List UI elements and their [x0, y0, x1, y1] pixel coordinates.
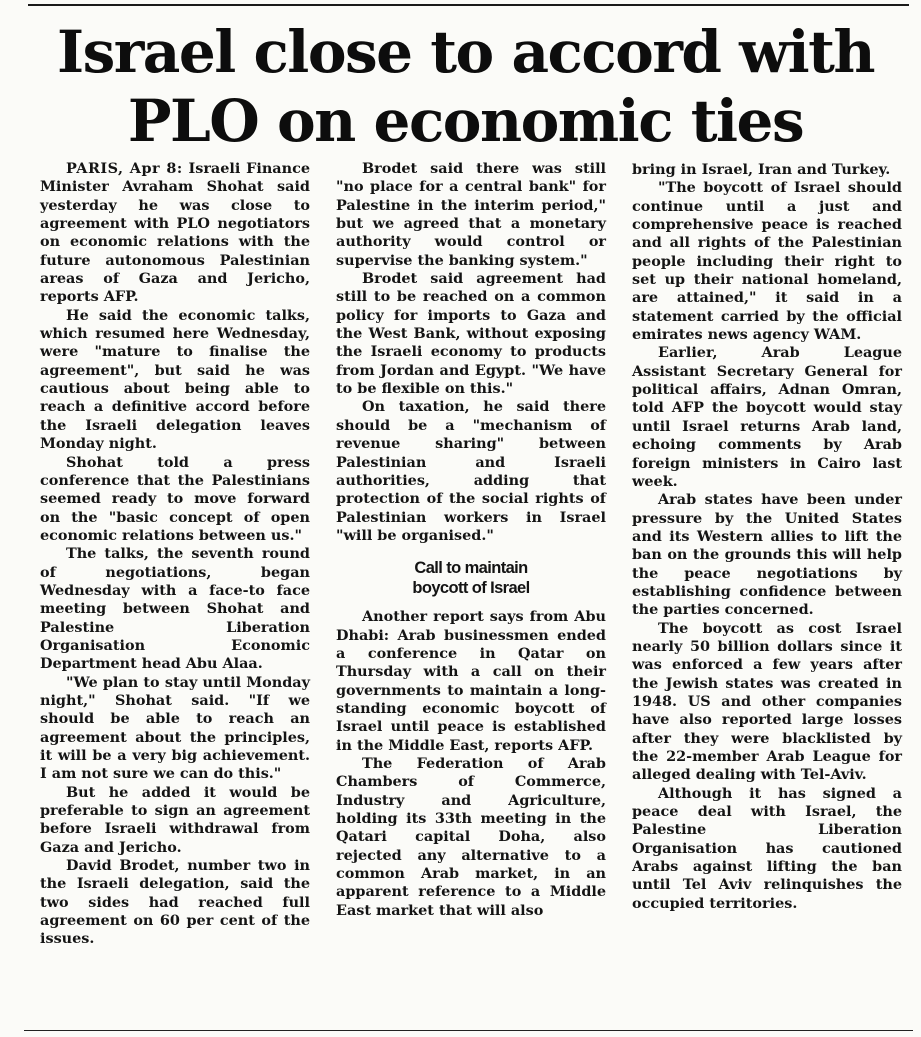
- dateline: PARIS, Apr 8:: [66, 160, 183, 177]
- paragraph: David Brodet, number two in the Israeli delegation, said the two sides had reached full agreement on 60 per cent of the issues.: [40, 857, 310, 948]
- article-column-1: [40, 160, 310, 949]
- headline-line-1: Israel close to accord with: [56, 18, 875, 86]
- article-column-3: [632, 161, 902, 913]
- subheading: [336, 558, 606, 598]
- subheading-line-2: boycott of Israel: [412, 579, 530, 598]
- article-column-2: [336, 160, 606, 920]
- paragraph: Although it has signed a peace deal with Israel, the Palestine Liberation Organisation has cautioned Arabs against lifting the ban until Tel Aviv relinquishes the occupied territories.: [632, 784, 902, 912]
- headline-line-2: PLO on economic ties: [127, 87, 804, 155]
- paragraph: "We plan to stay until Monday night," Shohat said. "If we should be able to reach an agreement about the principles, it will be a very big achievement. I am not sure we can do this.": [40, 673, 310, 783]
- paragraph: Another report says from Abu Dhabi: Arab businessmen ended a conference in Qatar on Thursday with a call on their governments to maintain a long-standing economic boycott of Israel until peace is established in the Middle East, reports AFP.: [336, 608, 606, 754]
- paragraph: "The boycott of Israel should continue until a just and comprehensive peace is reached and all rights of the Palestinian people including their right to set up their national homeland, are attained," it said in a statement carried by the official emirates news agency WAM.: [632, 179, 902, 344]
- paragraph: The talks, the seventh round of negotiations, began Wednesday with a face-to face meeting between Shohat and Palestine Liberation Organisation Economic Department head Abu Alaa.: [40, 545, 310, 673]
- paragraph-text: Israeli Finance Minister Avraham Shohat said yesterday he was close to agreement with PLO negotiators on economic relations with the future autonomous Palestinian areas of Gaza and Jericho, reports AFP.: [40, 160, 310, 306]
- paragraph: Brodet said agreement had still to be reached on a common policy for imports to Gaza and the West Bank, without exposing the Israeli economy to products from Jordan and Egypt. "We have to be flexible on this.": [336, 270, 606, 398]
- bottom-rule: [24, 1030, 913, 1031]
- paragraph: The boycott as cost Israel nearly 50 billion dollars since it was enforced a few years after the Jewish states was created in 1948. US and other companies have also reported large losses after they were blacklisted by the 22-member Arab League for alleged dealing with Tel-Aviv.: [632, 619, 902, 784]
- paragraph: But he added it would be preferable to sign an agreement before Israeli withdrawal from Gaza and Jericho.: [40, 783, 310, 856]
- headline: [20, 18, 911, 156]
- paragraph: Arab states have been under pressure by the United States and its Western allies to lift the ban on the grounds this will help the peace negotiations by establishing confidence between the parties concerned.: [632, 491, 902, 619]
- paragraph: Brodet said there was still "no place for a central bank" for Palestine in the interim period," but we agreed that a monetary authority would control or supervise the banking system.": [336, 160, 606, 269]
- paragraph: The Federation of Arab Chambers of Commerce, Industry and Agriculture, holding its 33th meeting in the Qatari capital Doha, also rejected any alternative to a common Arab market, in an apparent reference to a Middle East market that will also: [336, 754, 606, 919]
- subheading-line-1: Call to maintain: [414, 559, 528, 578]
- paragraph: [40, 160, 310, 307]
- paragraph: Shohat told a press conference that the Palestinians seemed ready to move forward on the "basic concept of open economic relations between us.": [40, 453, 310, 544]
- top-rule: [28, 4, 909, 6]
- paragraph-continued: bring in Israel, Iran and Turkey.: [632, 161, 891, 178]
- paragraph: Earlier, Arab League Assistant Secretary General for political affairs, Adnan Omran, told AFP the boycott would stay until Israel returns Arab land, echoing comments by Arab foreign ministers in Cairo last week.: [632, 344, 902, 490]
- paragraph: On taxation, he said there should be a "mechanism of revenue sharing" between Palestinian and Israeli authorities, adding that protection of the social rights of Palestinian workers in Israel "will be organised.": [336, 398, 606, 544]
- paragraph: He said the economic talks, which resumed here Wednesday, were "mature to finalise the agreement", but said he was cautious about being able to reach a definitive accord before the Israeli delegation leaves Monday night.: [40, 306, 310, 453]
